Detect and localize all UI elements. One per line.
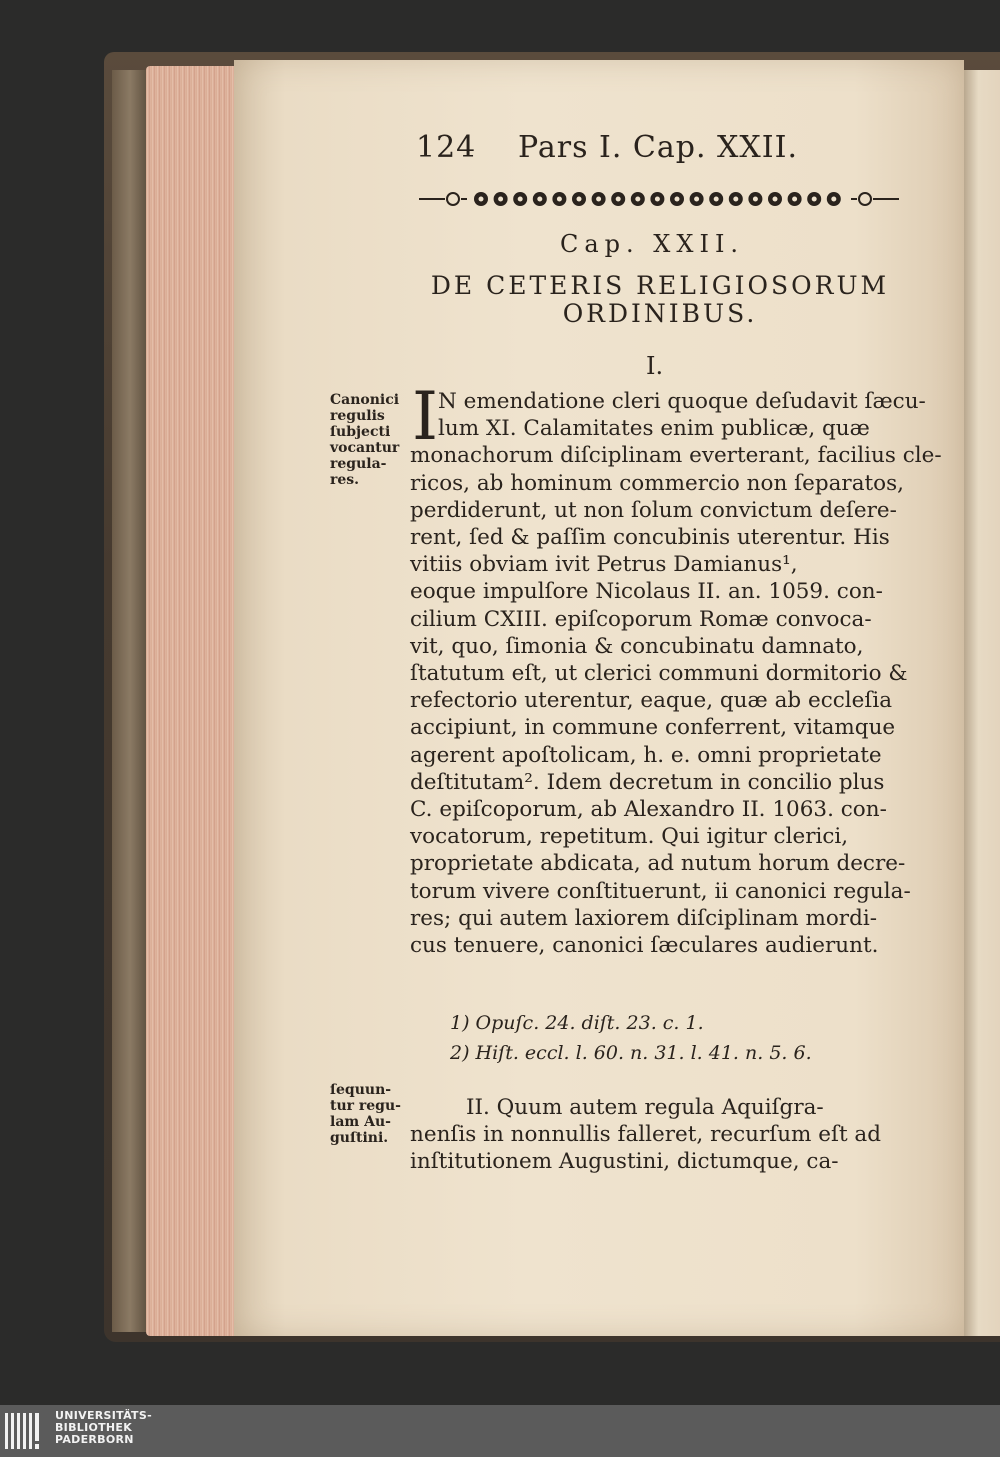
- ornament-rosette-center: [596, 197, 601, 202]
- text-line: ſtatutum eſt, ut clerici communi dormitorio &: [410, 661, 908, 687]
- text-line: nenſis in nonnullis falleret, recurſum eſt ad: [410, 1122, 881, 1148]
- chapter-title-line: ORDINIBUS.: [562, 299, 758, 328]
- ornament-rosette-center: [518, 197, 523, 202]
- library-name: [55, 1410, 152, 1446]
- text-line: perdiderunt, ut non ſolum convictum deſere-: [410, 497, 897, 523]
- text-line: proprietate abdicata, ad nutum horum decre-: [410, 851, 906, 877]
- paragraph: [410, 388, 942, 959]
- margin-note-line: Canonici: [330, 392, 400, 408]
- page-number: 124: [416, 130, 477, 165]
- text-line: res; qui autem laxiorem diſciplinam mordi-: [410, 905, 877, 931]
- text-line: vitiis obviam ivit Petrus Damianus¹,: [410, 552, 798, 578]
- text-line: cus tenuere, canonici ſæculares audierunt.: [410, 933, 879, 959]
- text-line: ricos, ab hominum commercio non ſeparatos,: [410, 470, 904, 496]
- ornament-rosette-center: [655, 197, 660, 202]
- text-line: inſtitutionem Augustini, dictumque, ca-: [410, 1149, 839, 1175]
- section-numeral: I.: [646, 352, 664, 380]
- text-line: monachorum diſciplinam everterant, facilius cle-: [410, 443, 942, 469]
- footnote: 1) Opuſc. 24. diſt. 23. c. 1.: [450, 1012, 704, 1034]
- ornament-rosette-center: [577, 197, 582, 202]
- margin-note: [330, 1082, 401, 1146]
- ornament-rosette-center: [714, 197, 719, 202]
- margin-note-line: ſequun-: [330, 1082, 392, 1098]
- text-line: II. Quum autem regula Aquiſgra-: [466, 1095, 824, 1120]
- library-logo-icon: [4, 1411, 50, 1451]
- ornament-rosette-center: [537, 197, 542, 202]
- drop-cap: I: [412, 378, 439, 455]
- margin-note-line: tur regu-: [330, 1098, 401, 1114]
- ornament-rosette-center: [557, 197, 562, 202]
- footnotes: [450, 1008, 812, 1068]
- paragraph: [410, 1094, 906, 1176]
- ornament-band: [415, 184, 903, 214]
- page-block-edge: [146, 66, 246, 1336]
- library-name-line: UNIVERSITÄTS-: [55, 1409, 152, 1422]
- margin-note-line: vocantur: [330, 440, 400, 456]
- footnote: 2) Hiſt. eccl. l. 60. n. 31. l. 41. n. 5. 6.: [450, 1042, 812, 1064]
- running-title: Pars I. Cap. XXII.: [518, 130, 798, 165]
- ornament-rosette-center: [479, 197, 484, 202]
- text-line: C. epiſcoporum, ab Alexandro II. 1063. con-: [410, 797, 887, 823]
- margin-note: [330, 392, 399, 488]
- ornament-rosette-center: [812, 197, 817, 202]
- library-name-line: BIBLIOTHEK: [55, 1421, 133, 1434]
- chapter-title-line: DE CETERIS RELIGIOSORUM: [430, 271, 890, 300]
- text-line: vit, quo, ſimonia & concubinatu damnato,: [410, 633, 864, 659]
- text-line: deſtitutam². Idem decretum in concilio plus: [410, 769, 885, 795]
- text-line: accipiunt, in commune conferrent, vitamque: [410, 715, 896, 741]
- text-line: agerent apoſtolicam, h. e. omni proprietate: [410, 742, 882, 768]
- margin-note-line: regulis: [330, 408, 385, 424]
- margin-note-line: lam Au-: [330, 1114, 391, 1130]
- text-line: N emendatione cleri quoque deſudavit ſæcu-: [438, 389, 926, 414]
- text-line: lum XI. Calamitates enim publicæ, quæ: [438, 416, 870, 442]
- margin-note-line: ſubjecti: [330, 424, 391, 440]
- ornament-rosette-center: [792, 197, 797, 202]
- ornament-rosette-center: [831, 197, 836, 202]
- margin-note-line: guſtini.: [330, 1130, 389, 1146]
- text-line: vocatorum, repetitum. Qui igitur clerici,: [410, 824, 849, 850]
- ornament-rosette-center: [675, 197, 680, 202]
- facing-page-edge: [964, 70, 1000, 1336]
- ornament-rosette-center: [616, 197, 621, 202]
- chapter-title: [416, 272, 904, 328]
- text-line: torum vivere conſtituerunt, ii canonici regula-: [410, 878, 911, 904]
- margin-note-line: res.: [330, 472, 360, 488]
- chapter-label: Cap. XXII.: [560, 230, 745, 258]
- ornament-rosette-center: [753, 197, 758, 202]
- text-line: rent, ſed & paſſim concubinis uterentur. His: [410, 525, 890, 551]
- ornament-rosette-center: [635, 197, 640, 202]
- text-line: refectorio uterentur, eaque, quæ ab eccleſia: [410, 688, 893, 714]
- book-edge: [112, 70, 148, 1332]
- library-name-line: PADERBORN: [55, 1433, 134, 1446]
- ornament-rosette-center: [694, 197, 699, 202]
- margin-note-line: regula-: [330, 456, 387, 472]
- ornament-rosette-center: [733, 197, 738, 202]
- ornament-rosette-center: [773, 197, 778, 202]
- text-line: cilium CXIII. epiſcoporum Romæ convoca-: [410, 606, 872, 632]
- text-line: eoque impulſore Nicolaus II. an. 1059. con-: [410, 579, 883, 605]
- ornament-rosette-center: [498, 197, 503, 202]
